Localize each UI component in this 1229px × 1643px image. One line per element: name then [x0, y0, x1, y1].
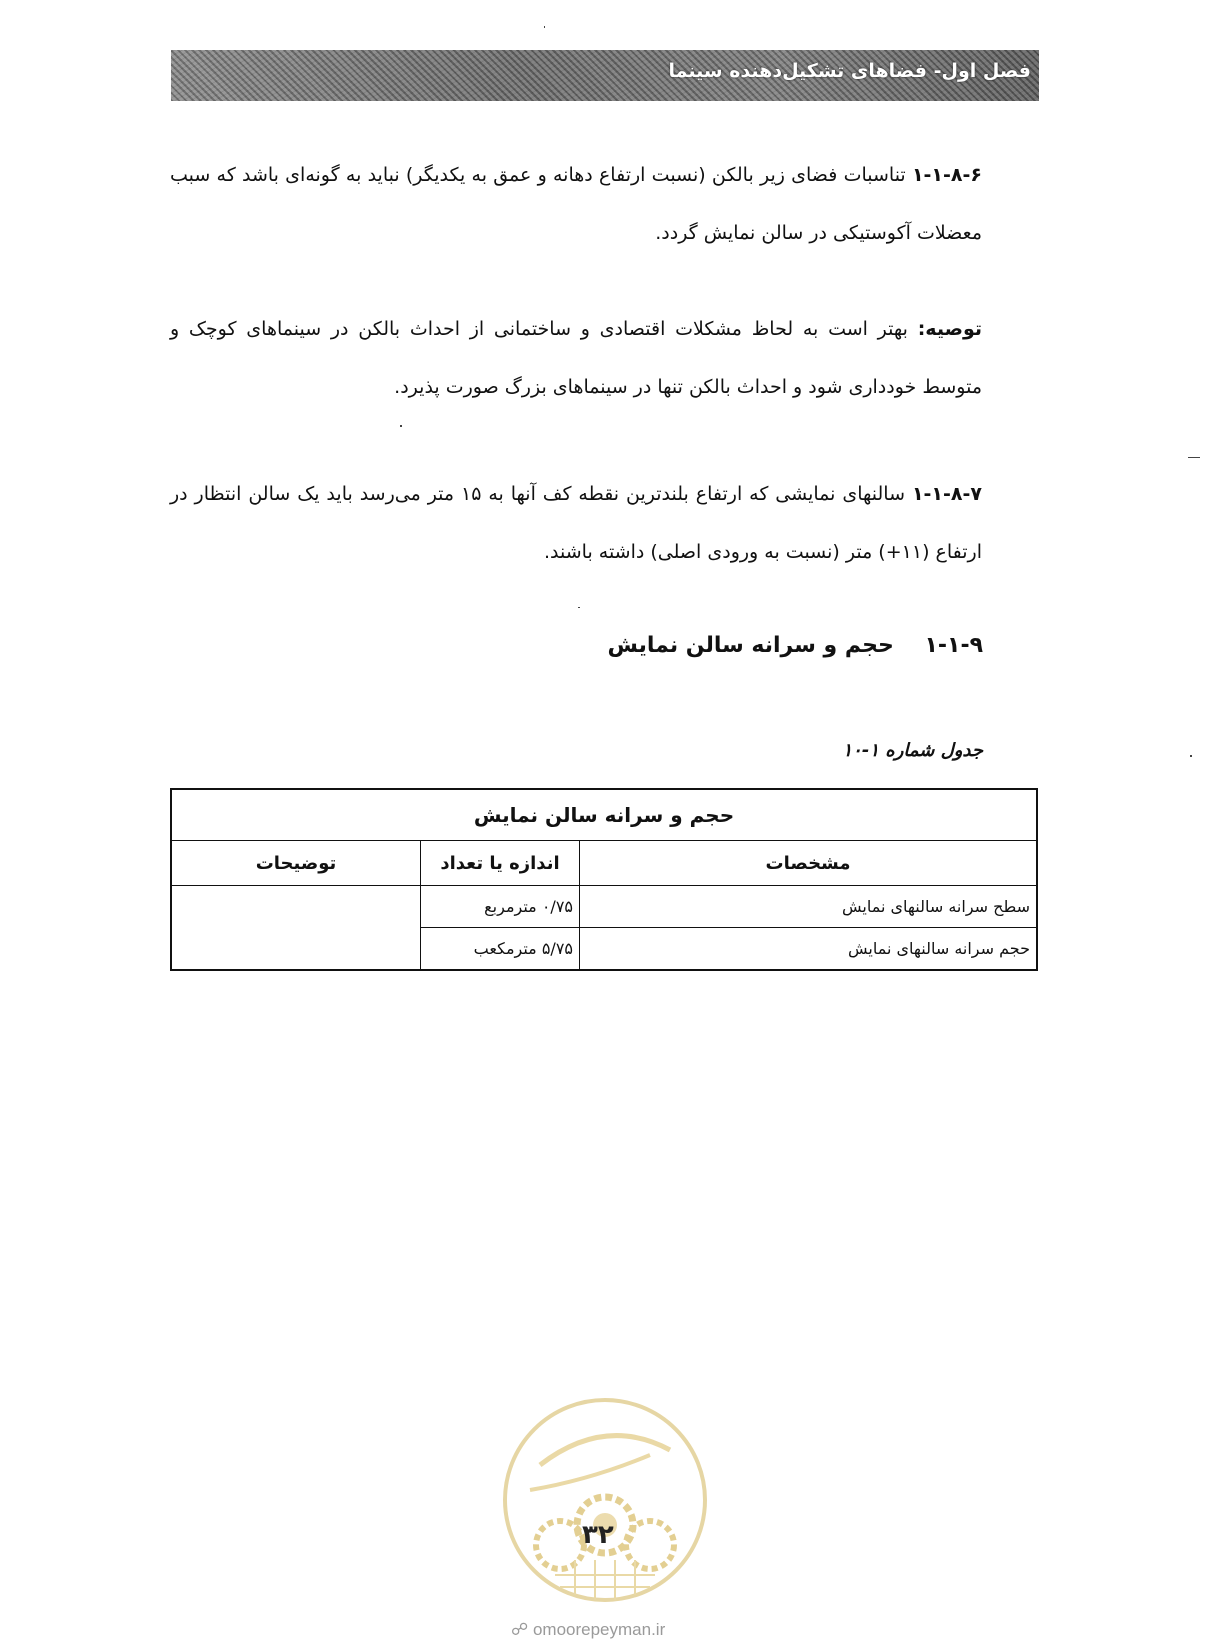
scan-speck [1188, 457, 1200, 458]
cell-spec: سطح سرانه سالنهای نمایش [580, 886, 1038, 928]
watermark-url [511, 1620, 665, 1640]
cell-size: ۵/۷۵ مترمکعب [421, 928, 580, 971]
clause-text: تناسبات فضای زیر بالکن (نسبت ارتفاع دهانه و عمق به یکدیگر) نباید به گونه‌ای باشد که سبب معضلات آکوستیکی در سالن نمایش گردد. [170, 164, 982, 244]
recommendation-paragraph [170, 300, 982, 416]
table-title: حجم و سرانه سالن نمایش [171, 789, 1037, 841]
header-desc: توضیحات [171, 841, 421, 886]
table-title-row [171, 789, 1037, 841]
clause-paragraph [170, 465, 982, 581]
scan-speck [578, 607, 580, 608]
per-capita-table [170, 788, 1038, 971]
cell-spec: حجم سرانه سالنهای نمایش [580, 928, 1038, 971]
clause-text: سالنهای نمایشی که ارتفاع بلندترین نقطه کف آنها به ۱۵ متر می‌رسد باید یک سالن انتظار در ارتفاع (۱۱+) متر (نسبت به ورودی اصلی) داشته باشند. [170, 483, 982, 563]
header-spec: مشخصات [580, 841, 1038, 886]
clause-number: ۱-۱-۸-۷ [911, 483, 982, 505]
scan-speck [1190, 755, 1192, 757]
chapter-title: فصل اول- فضاهای تشکیل‌دهنده سینما [668, 60, 1031, 82]
section-number: ۱-۱-۹ [924, 633, 983, 658]
clause-paragraph [170, 146, 982, 262]
globe-icon: ☍ [511, 1620, 529, 1639]
section-title: حجم و سرانه سالن نمایش [607, 633, 894, 658]
section-heading [607, 633, 983, 658]
scan-speck [400, 425, 402, 427]
table-row [171, 886, 1037, 928]
publisher-seal-logo [500, 1395, 710, 1605]
chapter-header-band [171, 50, 1039, 101]
scan-speck [544, 26, 545, 28]
table-header-row [171, 841, 1037, 886]
page-number: ۳۲ [582, 1520, 614, 1550]
table-caption: جدول شماره ۱-۱۰ [842, 740, 983, 761]
watermark-url-text: omoorepeyman.ir [532, 1620, 666, 1639]
clause-number: ۱-۱-۸-۶ [911, 164, 982, 186]
recommendation-text: بهتر است به لحاظ مشکلات اقتصادی و ساختمانی از احداث بالکن در سینماهای کوچک و متوسط خودداری شود و احداث بالکن تنها در سینماهای بزرگ صورت پذیرد. [170, 318, 982, 398]
header-size: اندازه یا تعداد [421, 841, 580, 886]
recommendation-label: توصیه: [917, 318, 982, 340]
cell-desc [171, 886, 421, 971]
cell-size: ۰/۷۵ مترمربع [421, 886, 580, 928]
